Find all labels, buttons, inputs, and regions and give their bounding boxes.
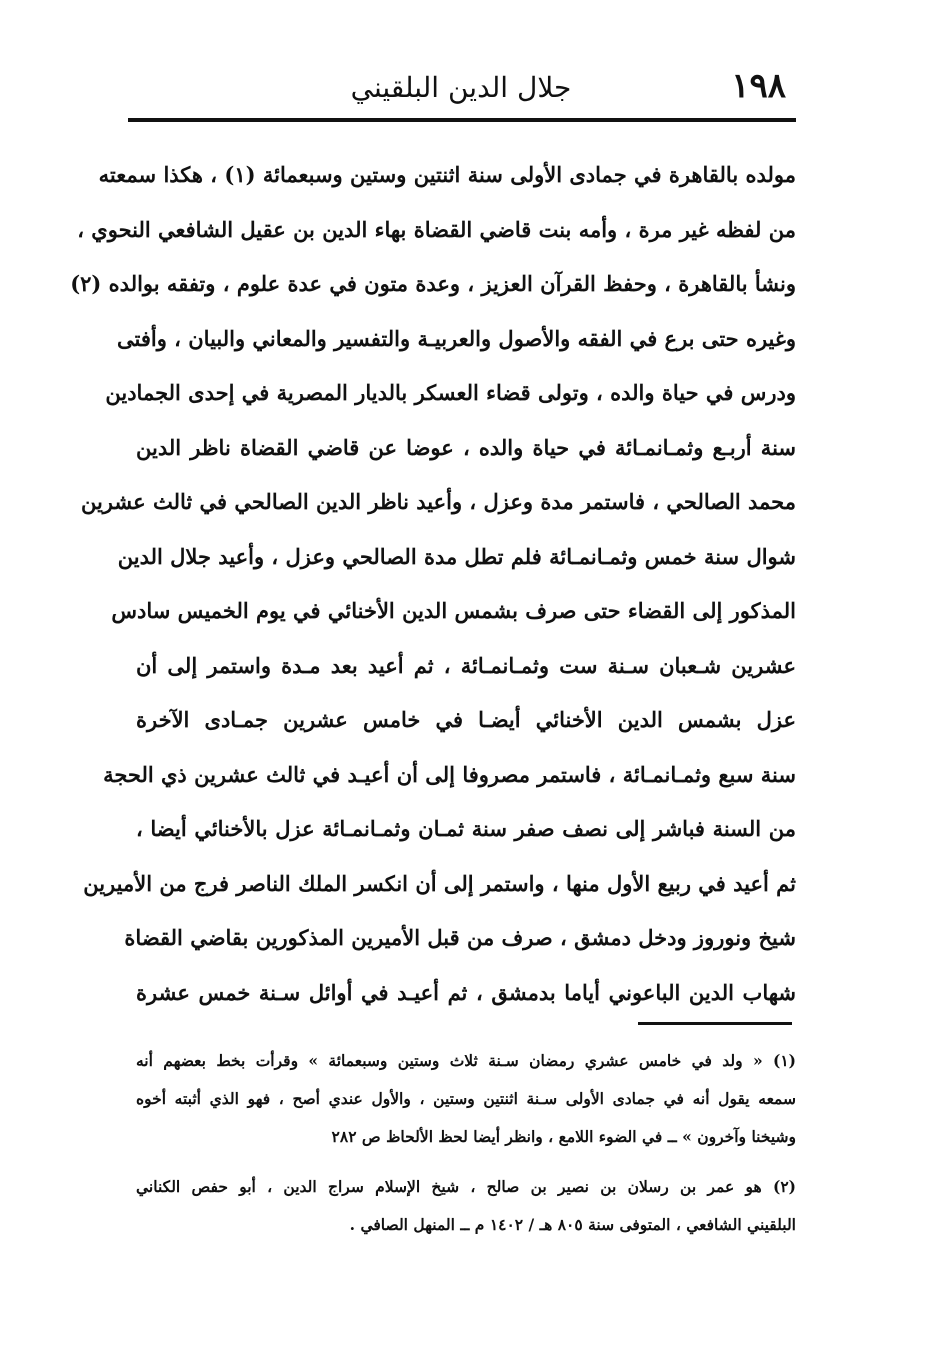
footnote-line: سمعه يقول أنه في جمادى الأولى سـنة اثنتين وستين ، والأول عندي أصح ، فهو الذي أثبته أخوه bbox=[136, 1089, 796, 1108]
text-line: شهاب الدين الباعوني أياما بدمشق ، ثم أعيـد في أوائل سـنة خمس عشرة bbox=[136, 979, 796, 1005]
footnote-line: (٢) هو عمر بن رسلان بن نصير بن صالح ، شيخ الإسلام سراج الدين ، أبو حفص الكناني bbox=[136, 1177, 796, 1196]
text-line: وغيره حتى برع في الفقه والأصول والعربيـة والتفسير والمعاني والبيان ، وأفتى bbox=[117, 325, 796, 351]
footnote-1 bbox=[136, 1042, 796, 1156]
text-line: من السنة فباشر إلى نصف صفر سنة ثمـان وثمـانمـائة عزل بالأخنائي أيضا ، bbox=[136, 816, 796, 841]
text-line: عزل بشمس الدين الأخنائي أيضـا في خامس عشرين جمـادى الآخرة bbox=[136, 707, 796, 732]
text-line: محمد الصالحي ، فاستمر مدة وعزل ، وأعيد ناظر الدين الصالحي في ثالث عشرين bbox=[80, 489, 796, 514]
text-line: شيخ ونوروز ودخل دمشق ، صرف من قبل الأميرين المذكورين بقاضي القضاة bbox=[124, 925, 796, 950]
text-line: سنة أربـع وثمـانمـائة في حياة والده ، عوضا عن قاضي القضاة ناظر الدين bbox=[136, 434, 796, 460]
text-line: شوال سنة خمس وثمـانمـائة فلم تطل مدة الصالحي وعزل ، وأعيد جلال الدين bbox=[117, 543, 796, 569]
running-title: جلال الدين البلقيني bbox=[350, 71, 572, 104]
footnote-line: (١) « ولد في خامس عشري رمضان سـنة ثلاث وستين وسبعمائة » وقرأت بخط بعضهم أنه bbox=[136, 1051, 796, 1070]
text-line: ونشأ بالقاهرة ، وحفظ القرآن العزيز ، وعدة متون في عدة علوم ، وتفقه بوالده (٢) bbox=[70, 271, 796, 296]
text-line: ودرس في حياة والده ، وتولى قضاء العسكر بالديار المصرية في إحدى الجمادين bbox=[105, 380, 796, 405]
footnotes bbox=[136, 1042, 796, 1244]
text-line: من لفظه غير مرة ، وأمه بنت قاضي القضاة بهاء الدين بن عقيل الشافعي النحوي ، bbox=[77, 216, 796, 242]
footnote-2 bbox=[136, 1168, 796, 1244]
page-number: ١٩٨ bbox=[731, 66, 786, 106]
text-line: عشرين شـعبان سـنة ست وثمـانمـائة ، ثم أعيد بعد مـدة واستمر إلى أن bbox=[136, 652, 796, 678]
page-header bbox=[128, 62, 794, 112]
text-line: مولده بالقاهرة في جمادى الأولى سنة اثنتين وستين وسبعمائة (١) ، هكذا سمعته bbox=[98, 162, 796, 187]
main-text bbox=[70, 148, 796, 1020]
footnote-line: البلقيني الشافعي ، المتوفى سنة ٨٠٥ هـ / ١٤٠٢ م ــ المنهل الصافي . bbox=[349, 1215, 796, 1234]
text-line: سنة سبع وثمـانمـائة ، فاستمر مصروفا إلى أن أعيـد في ثالث عشرين ذي الحجة bbox=[103, 761, 796, 787]
footnote-line: وشيخنا وآخرون » ــ في الضوء اللامع ، وانظر أيضا لحظ الألحاظ ص ٢٨٢ bbox=[331, 1127, 796, 1146]
header-rule bbox=[128, 118, 796, 122]
text-line: المذكور إلى القضاء حتى صرف بشمس الدين الأخنائي في يوم الخميس سادس bbox=[111, 598, 796, 623]
footnote-separator bbox=[638, 1022, 792, 1025]
text-line: ثم أعيد في ربيع الأول منها ، واستمر إلى أن انكسر الملك الناصر فرج من الأميرين bbox=[83, 870, 796, 896]
